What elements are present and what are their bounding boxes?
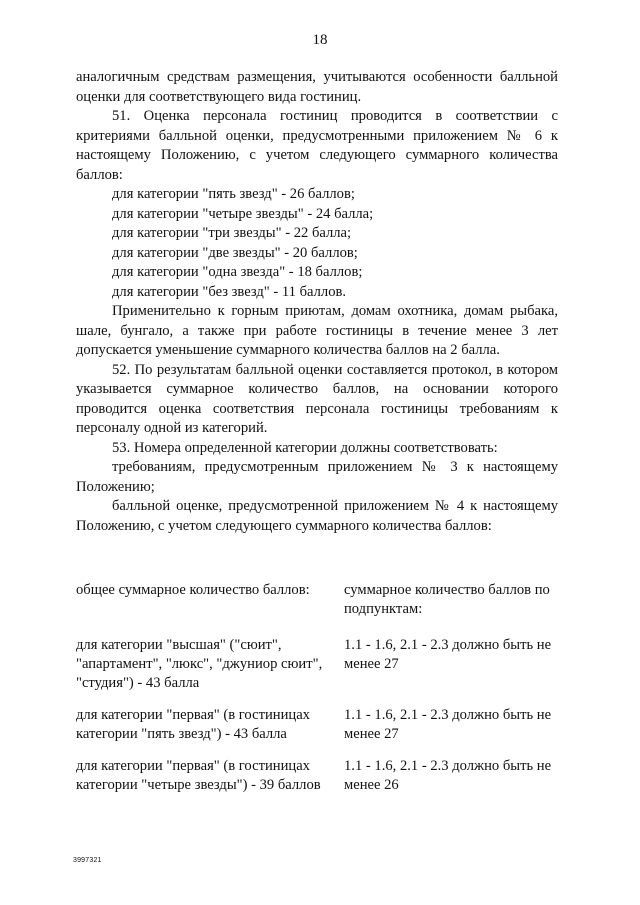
table-row	[76, 757, 558, 795]
table-row	[76, 706, 558, 744]
table-cell-category: для категории "первая" (в гостиницах категории "четыре звезды") - 39 баллов	[76, 758, 321, 793]
paragraph-52: 52. По результатам балльной оценки составляется протокол, в котором указывается суммарное количество баллов, на основании которого проводится оценка соответствия персонала гостиницы требованиям к персоналу одной из категорий.	[76, 361, 558, 436]
list-item: для категории "без звезд" - 11 баллов.	[112, 283, 347, 300]
paragraph: балльной оценке, предусмотренной приложением № 4 к настоящему Положению, с учетом следующего суммарного количества баллов:	[76, 498, 558, 534]
table-cell-subpoints: 1.1 - 1.6, 2.1 - 2.3 должно быть не менее 27	[344, 637, 552, 672]
list-item: для категории "четыре звезды" - 24 балла;	[112, 205, 374, 222]
body-text	[76, 68, 558, 536]
paragraph: требованиям, предусмотренным приложением № 3 к настоящему Положению;	[76, 459, 558, 495]
list-item: для категории "пять звезд" - 26 баллов;	[112, 186, 355, 202]
table-header-left: общее суммарное количество баллов:	[76, 582, 310, 598]
table-cell-subpoints: 1.1 - 1.6, 2.1 - 2.3 должно быть не менее 26	[344, 758, 552, 793]
document-code: 3997321	[73, 857, 102, 864]
list-item: для категории "одна звезда" - 18 баллов;	[112, 264, 363, 280]
table-header-right: суммарное количество баллов по подпунктам:	[344, 582, 550, 617]
list-item: для категории "три звезды" - 22 балла;	[112, 225, 352, 241]
score-table	[76, 581, 558, 808]
paragraph-51: 51. Оценка персонала гостиниц проводится в соответствии с критериями балльной оценки, предусмотренными приложением № 6 к настоящему Положению, с учетом следующего суммарного количества баллов:	[76, 108, 558, 183]
table-cell-subpoints: 1.1 - 1.6, 2.1 - 2.3 должно быть не менее 27	[344, 707, 552, 742]
table-cell-category: для категории "первая" (в гостиницах категории "пять звезд") - 43 балла	[76, 707, 310, 742]
paragraph: Применительно к горным приютам, домам охотника, домам рыбака, шале, бунгало, а также при работе гостиницы в течение менее 3 лет допускается уменьшение суммарного количества баллов на 2 балла.	[76, 303, 558, 358]
page-number: 18	[312, 32, 328, 48]
table-cell-category: для категории "высшая" ("сюит", "апартамент", "люкс", "джуниор сюит", "студия") - 43 балла	[76, 637, 323, 691]
table-header-row	[76, 581, 558, 619]
table-row	[76, 636, 558, 693]
paragraph-53: 53. Номера определенной категории должны соответствовать:	[112, 439, 498, 456]
paragraph: аналогичным средствам размещения, учитываются особенности балльной оценки для соответствующего вида гостиниц.	[76, 69, 558, 105]
list-item: для категории "две звезды" - 20 баллов;	[112, 244, 358, 261]
